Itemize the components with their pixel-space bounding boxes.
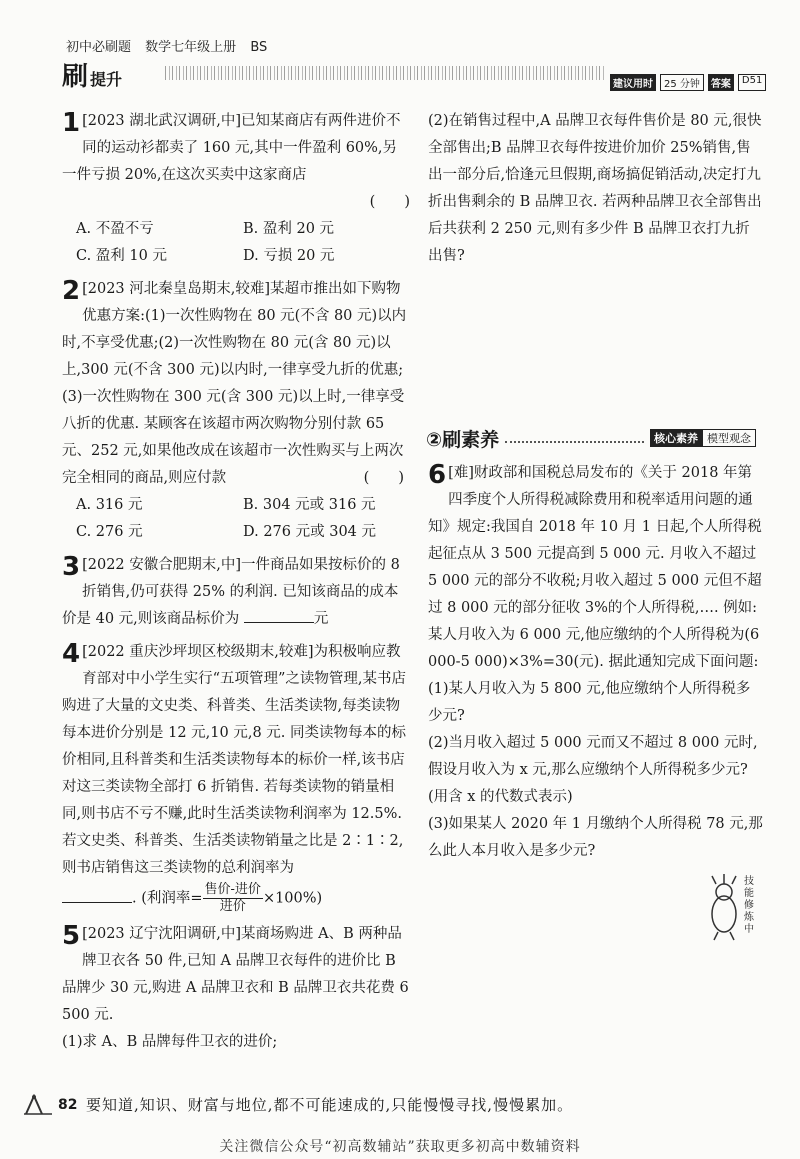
question-text: [2023 辽宁沈阳调研,中]某商场购进 A、B 两种品牌卫衣各 50 件,已知 A 品牌卫衣每件的进价比 B 品牌少 30 元,购进 A 品牌卫衣和 B 品牌卫衣共花费 6 500 元. <box>62 926 409 1023</box>
answer-paren: ( ) <box>363 470 404 486</box>
mascot-text: 技能修炼中 <box>744 876 754 935</box>
brand-sub: 提升 <box>90 70 123 89</box>
question-3 <box>62 552 410 633</box>
footer-motto: 要知道,知识、财富与地位,都不可能速成的,只能慢慢寻找,慢慢累加。 <box>86 1096 574 1114</box>
fraction-numerator: 售价-进价 <box>204 882 261 897</box>
decorative-barcode <box>165 66 605 80</box>
formula-prefix: . (利润率= <box>132 890 203 907</box>
option-a[interactable]: A. 316 元 <box>76 497 143 513</box>
options <box>62 216 410 270</box>
edition: BS <box>250 40 268 55</box>
section-icon: ② <box>426 428 443 451</box>
question-2 <box>62 276 410 546</box>
question-text: [难]财政部和国税总局发布的《关于 2018 年第四季度个人所得税减除费用和税率适用问题的通知》规定:我国自 2018 年 10 月 1 日起,个人所得税起征点从 3 500 元提高到 5 000 元. 月收入不超过 5 000 元的部分不收税;月收入超过 5 000 元但不超过 8 000 元的部分征收 3%的个人所得税,…. 例如:某人月收入为 6 000 元,他应缴纳的个人所得税为(6 000-5 000)×3%=30(元). 据此通知完成下面问题: <box>428 465 762 670</box>
dotted-divider <box>505 433 644 443</box>
answer-label: 答案 <box>708 74 734 91</box>
option-b[interactable]: B. 盈利 20 元 <box>243 221 335 237</box>
page-number: 82 <box>22 1094 77 1116</box>
question-number: 4 <box>62 639 81 669</box>
compass-icon <box>22 1094 54 1116</box>
unit-text: 元 <box>313 611 329 627</box>
option-d[interactable]: D. 276 元或 304 元 <box>243 524 377 540</box>
book-name: 数学七年级上册 <box>145 40 237 55</box>
question-4 <box>62 639 410 915</box>
option-c[interactable]: C. 盈利 10 元 <box>76 248 167 264</box>
footer-wechat-note: 关注微信公众号“初高数辅站”获取更多初高中数辅资料 <box>219 1139 581 1155</box>
question-6 <box>428 460 763 865</box>
answer-paren: ( ) <box>369 194 410 210</box>
question-number: 6 <box>428 460 447 490</box>
options <box>62 492 410 546</box>
time-box <box>610 74 766 91</box>
question-text: [2023 湖北武汉调研,中]已知某商店有两件进价不同的运动衫都卖了 160 元,其中一件盈利 60%,另一件亏损 20%,在这次买卖中这家商店 <box>62 113 401 183</box>
sub-question-2: (2)当月收入超过 5 000 元而又不超过 8 000 元时,假设月收入为 x 元,那么应缴纳个人所得税多少元?(用含 x 的代数式表示) <box>428 735 758 805</box>
series-name: 初中必刷题 <box>66 40 132 55</box>
answer-blank[interactable] <box>244 606 314 623</box>
right-column <box>428 108 763 270</box>
left-column <box>62 108 410 1062</box>
formula-suffix: ×100%) <box>262 890 323 907</box>
section-title: ②刷素养 <box>426 428 500 451</box>
question-text: [2022 重庆沙坪坝区校级期末,较难]为积极响应教育部对中小学生实行“五项管理”之读物管理,某书店购进了大量的文史类、科普类、生活类读物,每类读物每本进价分别是 12 元,10 元,8 元. 同类读物每本的标价相同,且科普类和生活类读物每本的标价一样,该书店对这三类读物全部打 6 折销售. 若每类读物的销量相同,则书店不亏不赚,此时生活类读物利润率为 12.5%. 若文史类、科普类、生活类读物销量之比是 2∶1∶2,则书店销售这三类读物的总利润率为 <box>62 644 407 876</box>
question-1 <box>62 108 410 270</box>
tag-core: 核心素养 <box>650 429 702 447</box>
series-header <box>66 36 277 55</box>
time-value: 25 分钟 <box>660 74 704 91</box>
option-d[interactable]: D. 亏损 20 元 <box>243 248 335 264</box>
time-label: 建议用时 <box>610 74 656 91</box>
answer-blank[interactable] <box>62 886 132 903</box>
question-5 <box>62 921 410 1056</box>
section-brand <box>62 56 122 93</box>
mascot-illustration <box>702 870 762 942</box>
option-c[interactable]: C. 276 元 <box>76 524 143 540</box>
sub-question-3: (3)如果某人 2020 年 1 月缴纳个人所得税 78 元,那么此人本月收入是多少元? <box>428 816 763 859</box>
sub-question-1: (1)求 A、B 品牌每件卫衣的进价; <box>62 1034 278 1050</box>
literacy-tag <box>650 429 756 447</box>
formula-fraction <box>203 882 263 915</box>
question-number: 1 <box>62 108 81 138</box>
tag-model: 模型观念 <box>702 429 756 447</box>
core-literacy-header <box>426 425 756 451</box>
sub-question-1: (1)某人月收入为 5 800 元,他应缴纳个人所得税多少元? <box>428 681 751 724</box>
answer-page: D51 <box>738 74 766 91</box>
fraction-denominator: 进价 <box>219 899 246 914</box>
option-b[interactable]: B. 304 元或 316 元 <box>243 497 376 513</box>
question-number: 3 <box>62 552 81 582</box>
option-a[interactable]: A. 不盈不亏 <box>76 221 154 237</box>
brand-main: 刷 <box>62 62 89 92</box>
question-number: 2 <box>62 276 81 306</box>
question-text: [2023 河北秦皇岛期末,较难]某超市推出如下购物优惠方案:(1)一次性购物在 80 元(不含 80 元)以内时,不享受优惠;(2)一次性购物在 80 元(含 80 元)以上,300 元(不含 300 元)以内时,一律享受九折的优惠;(3)一次性购物在 300 元(含 300 元)以上时,一律享受八折的优惠. 某顾客在该超市两次购物分别付款 65 元、252 元,如果他改成在该超市一次性购买与上两次完全相同的商品,则应付款 <box>62 281 407 486</box>
question-number: 5 <box>62 921 81 951</box>
sub-question-2: (2)在销售过程中,A 品牌卫衣每件售价是 80 元,很快全部售出;B 品牌卫衣每件按进价加价 25%销售,售出一部分后,恰逢元旦假期,商场搞促销活动,决定打九折出售剩余的 B 品牌卫衣. 若两种品牌卫衣全部售出后共获利 2 250 元,则有多少件 B 品牌卫衣打九折出售? <box>428 113 762 264</box>
question-text: [2022 安徽合肥期末,中]一件商品如果按标价的 8 折销售,仍可获得 25% 的利润. 已知该商品的成本价是 40 元,则该商品标价为 <box>62 557 400 627</box>
